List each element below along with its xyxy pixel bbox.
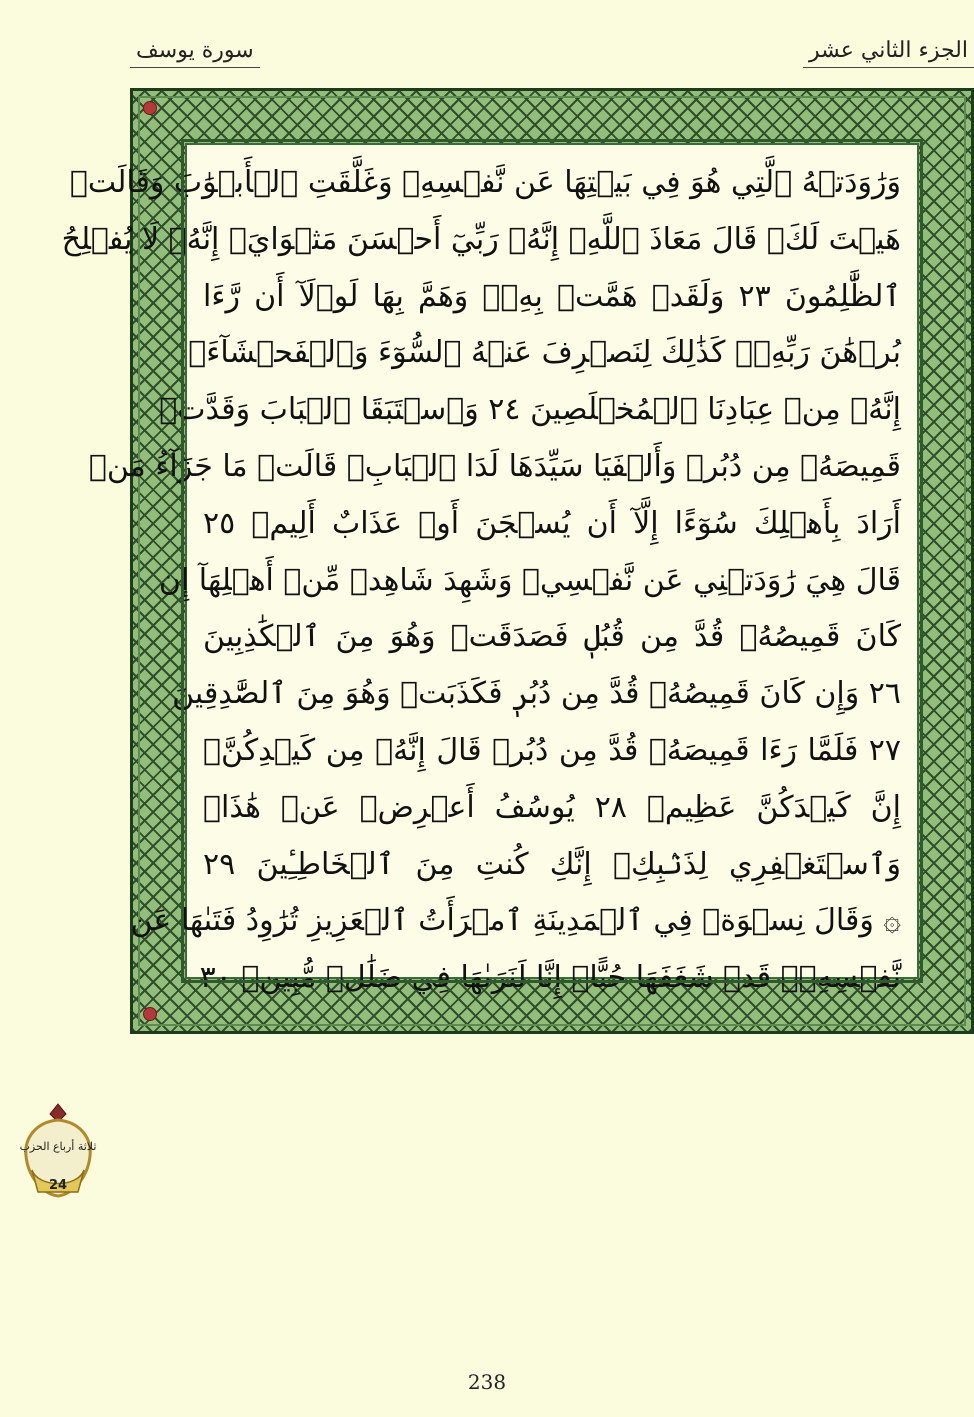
verse-line: ۞ وَقَالَ نِسۡوَةٞ فِي ٱلۡمَدِينَةِ ٱمۡرَأَتُ ٱلۡعَزِيزِ تُرَٰوِدُ فَتَىٰهَا عَن <box>130 903 901 939</box>
text-panel <box>61 143 919 996</box>
juz-title: الجزء الثاني عشر <box>803 38 974 68</box>
hizb-number: 24 <box>48 1178 68 1193</box>
verse-line: ٢٧ فَلَمَّا رَءَا قَمِيصَهُۥ قُدَّ مِن دُبُرٖ قَالَ إِنَّهُۥ مِن كَيۡدِكُنَّۖ <box>203 732 901 768</box>
verse-line: هَيۡتَ لَكَۚ قَالَ مَعَاذَ ٱللَّهِۖ إِنَّهُۥ رَبِّيٓ أَحۡسَنَ مَثۡوَايَۖ إِنَّهُۥ لَا يُفۡلِحُ <box>61 221 901 257</box>
surah-title: سورة يوسف <box>130 38 260 68</box>
verse-lines <box>61 155 902 996</box>
verse-line: بُرۡهَٰنَ رَبِّهِۦۚ كَذَٰلِكَ لِنَصۡرِفَ عَنۡهُ ٱلسُّوٓءَ وَٱلۡفَحۡشَآءَۚ <box>188 335 901 371</box>
ornamental-frame <box>61 88 974 1034</box>
verse-line: وَرَٰوَدَتۡهُ ٱلَّتِي هُوَ فِي بَيۡتِهَا عَن نَّفۡسِهِۦ وَغَلَّقَتِ ٱلۡأَبۡوَٰبَ وَقَالَتۡ <box>69 165 901 200</box>
verse-line: وَٱسۡتَغۡفِرِي لِذَنۢبِكِۖ إِنَّكِ كُنتِ مِنَ ٱلۡخَاطِـِٔينَ ٢٩ <box>203 846 901 882</box>
corner-ornament-icon <box>143 101 157 115</box>
hizb-label: ثلاثة أرباع الحزب <box>19 1140 97 1153</box>
verse-line: إِنَّ كَيۡدَكُنَّ عَظِيمٞ ٢٨ يُوسُفُ أَعۡرِضۡ عَنۡ هَٰذَاۚ <box>203 789 901 825</box>
corner-ornament-icon <box>143 1007 157 1021</box>
verse-line: ٱلظَّٰلِمُونَ ٢٣ وَلَقَدۡ هَمَّتۡ بِهِۦۖ وَهَمَّ بِهَا لَوۡلَآ أَن رَّءَا <box>203 278 902 314</box>
verse-line: كَانَ قَمِيصُهُۥ قُدَّ مِن قُبُلٖ فَصَدَقَتۡ وَهُوَ مِنَ ٱلۡكَٰذِبِينَ <box>203 619 901 655</box>
page-number: 238 <box>467 1370 507 1394</box>
verse-line: ٢٦ وَإِن كَانَ قَمِيصُهُۥ قُدَّ مِن دُبُرٖ فَكَذَبَتۡ وَهُوَ مِنَ ٱلصَّٰدِقِينَ <box>172 676 901 712</box>
verse-line: قَالَ هِيَ رَٰوَدَتۡنِي عَن نَّفۡسِيۚ وَشَهِدَ شَاهِدٞ مِّنۡ أَهۡلِهَآ إِن <box>158 562 901 598</box>
verse-line: أَرَادَ بِأَهۡلِكَ سُوٓءًا إِلَّآ أَن يُسۡجَنَ أَوۡ عَذَابٌ أَلِيمٞ ٢٥ <box>203 505 901 541</box>
hizb-quarter-marker <box>18 1100 98 1200</box>
verse-line: قَمِيصَهُۥ مِن دُبُرٖ وَأَلۡفَيَا سَيِّدَهَا لَدَا ٱلۡبَابِۚ قَالَتۡ مَا جَزَآءُ مَنۡ <box>88 448 901 484</box>
verse-line: نَّفۡسِهِۦۖ قَدۡ شَغَفَهَا حُبًّاۖ إِنَّا لَنَرَىٰهَا فِي ضَلَٰلٖ مُّبِينٖ ٣٠ <box>199 960 901 996</box>
verse-line: إِنَّهُۥ مِنۡ عِبَادِنَا ٱلۡمُخۡلَصِينَ ٢٤ وَٱسۡتَبَقَا ٱلۡبَابَ وَقَدَّتۡ <box>159 392 901 428</box>
page-header <box>120 30 974 80</box>
